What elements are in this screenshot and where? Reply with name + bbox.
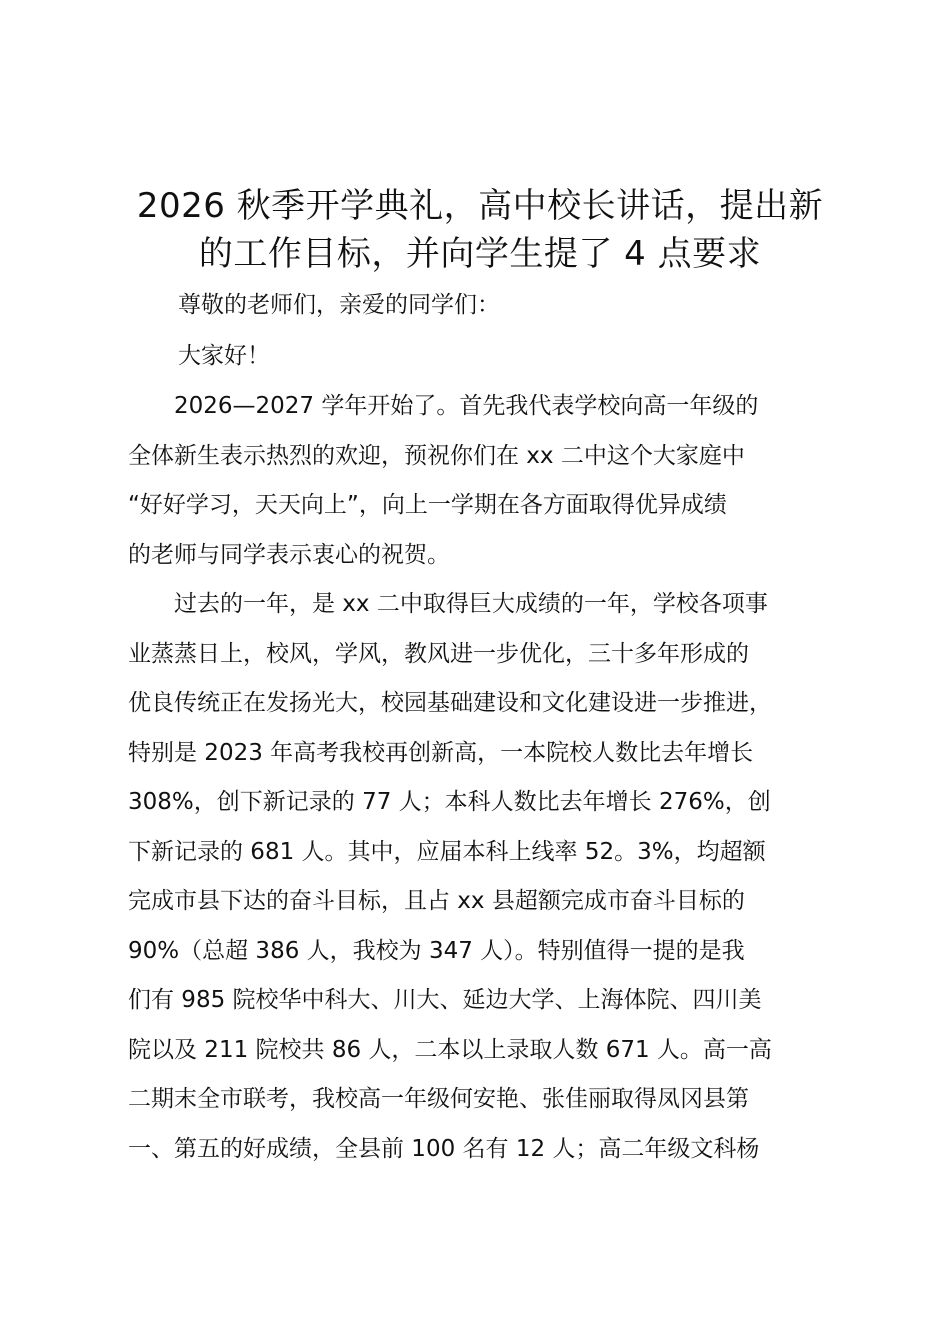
paragraph-2 [128,580,848,1174]
greeting: 大家好！ [178,343,270,369]
title-line-1: 2026 秋季开学典礼，高中校长讲话，提出新 [136,186,824,226]
paragraph-line: 全体新生表示热烈的欢迎，预祝你们在 xx 二中这个大家庭中 [128,442,745,469]
paragraph-line: 的老师与同学表示衷心的祝贺。 [128,541,450,568]
paragraph-1 [128,382,848,580]
paragraph-line: 们有 985 院校华中科大、川大、延边大学、上海体院、四川美 [128,987,762,1013]
paragraph-line: 一、第五的好成绩，全县前 100 名有 12 人；高二年级文科杨 [128,1135,760,1162]
paragraph-line: 2026—2027 学年开始了。首先我代表学校向高一年级的 [128,393,759,419]
paragraph-line: “好好学习，天天向上”，向上一学期在各方面取得优异成绩 [128,492,727,518]
paragraph-line: 业蒸蒸日上，校风，学风，教风进一步优化，三十多年形成的 [128,640,749,667]
paragraph-line: 下新记录的 681 人。其中，应届本科上线率 52。3%，均超额 [128,838,766,865]
paragraph-line: 二期末全市联考，我校高一年级何安艳、张佳丽取得凤冈县第 [128,1086,749,1112]
paragraph-line: 优良传统正在发扬光大，校园基础建设和文化建设进一步推进， [128,690,772,716]
paragraph-line: 特别是 2023 年高考我校再创新高，一本院校人数比去年增长 [128,739,754,766]
paragraph-line: 90%（总超 386 人，我校为 347 人）。特别值得一提的是我 [128,937,745,964]
salutation: 尊敬的老师们，亲爱的同学们： [178,292,500,318]
paragraph-line: 完成市县下达的奋斗目标，且占 xx 县超额完成市奋斗目标的 [128,888,745,914]
paragraph-line: 308%，创下新记录的 77 人；本科人数比去年增长 276%，创 [128,789,771,815]
paragraph-line: 院以及 211 院校共 86 人，二本以上录取人数 671 人。高一高 [128,1036,772,1063]
title-line-2: 的工作目标，并向学生提了 4 点要求 [198,234,762,274]
document-title [100,182,860,278]
paragraph-line: 过去的一年，是 xx 二中取得巨大成绩的一年，学校各项事 [128,591,768,617]
